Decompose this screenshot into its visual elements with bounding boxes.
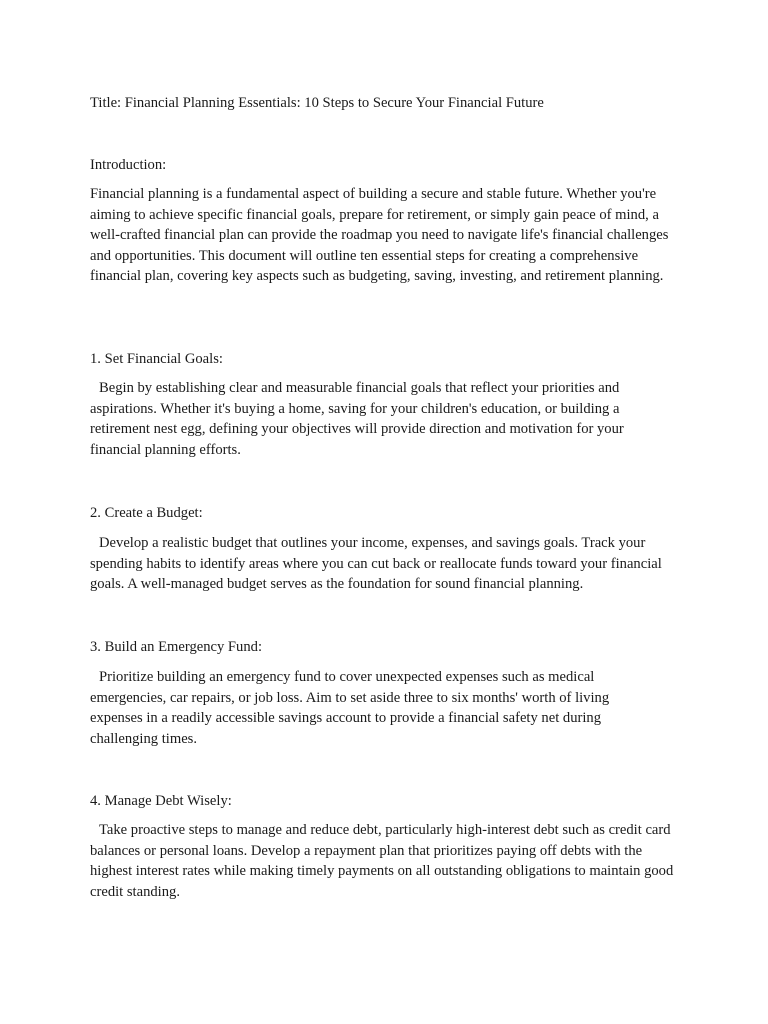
section-paragraph-manage-debt: Take proactive steps to manage and reduce debt, particularly high-interest debt such as credit card balances or personal loans. Develop a repayment plan that prioritizes paying off debts with the highest interest rates while making timely payments on all outstanding obligations to maintain good credit standing. [90, 822, 674, 900]
section-heading-manage-debt: 4. Manage Debt Wisely: [90, 793, 232, 809]
section-paragraph-create-a-budget: Develop a realistic budget that outlines your income, expenses, and savings goals. Track your spending habits to identify areas where you can cut back or reallocate funds toward your financial goals. A well-managed budget serves as the foundation for sound financial planning. [90, 535, 662, 593]
section-paragraph-emergency-fund: Prioritize building an emergency fund to cover unexpected expenses such as medical emergencies, car repairs, or job loss. Aim to set aside three to six months' worth of living expenses in a readily accessible savings account to provide a financial safety net during challenging times. [90, 669, 610, 747]
introduction-heading: Introduction: [90, 157, 167, 173]
section-heading-set-financial-goals: 1. Set Financial Goals: [90, 351, 223, 367]
introduction-paragraph: Financial planning is a fundamental aspect of building a secure and stable future. Whether you're aiming to achieve specific financial goals, prepare for retirement, or simply gain peace of mind, a well-crafted financial plan can provide the roadmap you need to navigate life's financial challenges and opportunities. This document will outline ten essential steps for creating a comprehensive financial plan, covering key aspects such as budgeting, saving, investing, and retirement planning. [90, 186, 669, 285]
section-paragraph-set-financial-goals: Begin by establishing clear and measurable financial goals that reflect your priorities and aspirations. Whether it's buying a home, saving for your children's education, or building a retirement nest egg, defining your objectives will provide direction and motivation for your financial planning efforts. [90, 380, 624, 458]
section-heading-emergency-fund: 3. Build an Emergency Fund: [90, 639, 262, 655]
document-title: Title: Financial Planning Essentials: 10 Steps to Secure Your Financial Future [90, 95, 544, 111]
section-heading-create-a-budget: 2. Create a Budget: [90, 505, 203, 521]
